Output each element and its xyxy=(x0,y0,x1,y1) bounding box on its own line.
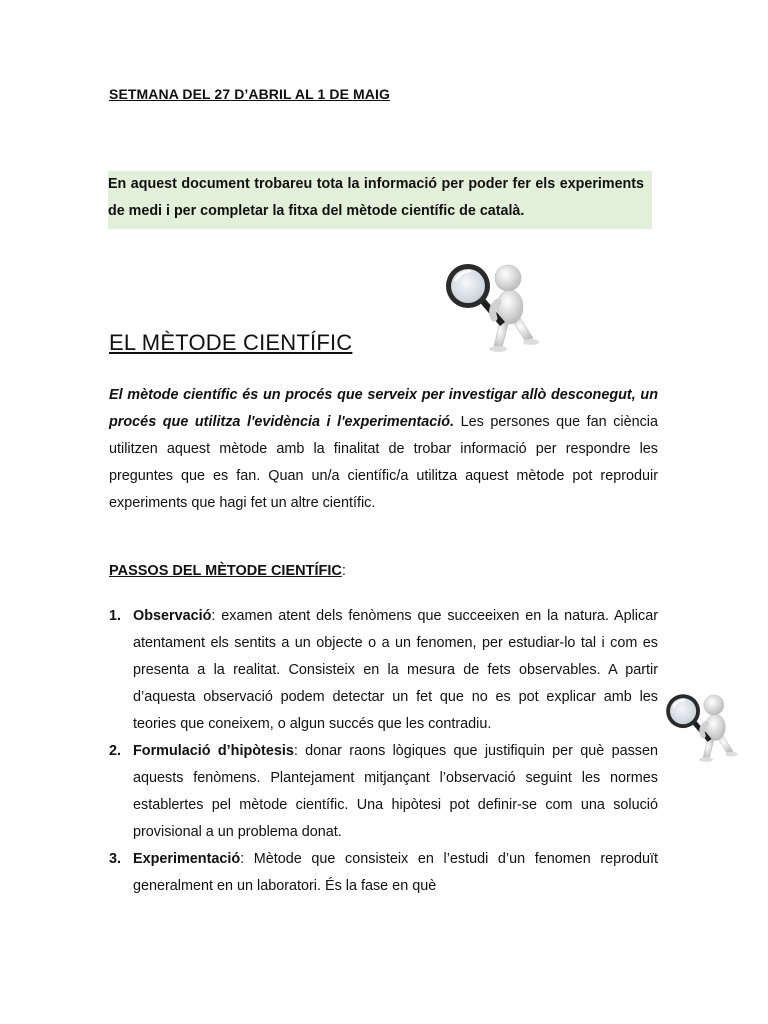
step-number: 3. xyxy=(109,851,122,867)
step-term: Experimentació xyxy=(133,851,241,867)
steps-heading xyxy=(109,563,346,579)
magnifier-figure-icon xyxy=(660,682,740,768)
list-item xyxy=(109,738,658,846)
definition-rest: Les persones que fan ciència utilitzen aquest mètode amb la finalitat de trobar informació per respondre les preguntes que es fan. Quan un/a científic/a utilitza aquest mètode pot reproduir experiments que hagi fet un altre científic. xyxy=(109,414,659,511)
list-item xyxy=(109,603,658,738)
intro-text: En aquest document trobareu tota la informació per poder fer els experiments de medi i per completar la fitxa del mètode científic de català. xyxy=(108,176,644,219)
steps-heading-colon: : xyxy=(341,563,346,579)
step-text: : examen atent dels fenòmens que succeeixen en la natura. Aplicar atentament els sentits a un objecte o a un fenomen, per estudiar-lo tal i com es presenta a la realitat. Consisteix en la mesura de fets observables. A partir d’aquesta observació podem detectar un fet que no es pot explicar amb les teories que coneixem, o algun succés que les contradiu. xyxy=(133,608,658,732)
steps-heading-label: PASSOS DEL MÈTODE CIENTÍFIC xyxy=(109,563,342,579)
week-title: SETMANA DEL 27 D’ABRIL AL 1 DE MAIG xyxy=(109,86,390,102)
definition-emphasis: El mètode científic és un procés que serveix per investigar allò desconegut, un procés que utilitza l'evidència i l'experimentació. xyxy=(109,387,658,430)
step-text: : Mètode que consisteix en l’estudi d’un fenomen reproduït generalment en un laboratori. És la fase en què xyxy=(133,851,658,894)
main-heading: EL MÈTODE CIENTÍFIC xyxy=(109,330,353,355)
step-text: : donar raons lògiques que justifiquin per què passen aquests fenòmens. Plantejament mitjançant l’observació seguint les normes establertes pel mètode científic. Una hipòtesi pot definir-se com una solució provisional a un problema donat. xyxy=(133,743,658,840)
list-item xyxy=(109,846,658,900)
step-number: 2. xyxy=(109,743,122,759)
step-term: Formulació d’hipòtesis xyxy=(133,743,294,759)
step-term: Observació xyxy=(133,608,212,624)
step-number: 1. xyxy=(109,608,122,624)
steps-list xyxy=(109,603,658,900)
magnifier-figure-icon xyxy=(438,252,542,356)
intro-box xyxy=(108,171,652,229)
definition-paragraph xyxy=(109,382,658,517)
